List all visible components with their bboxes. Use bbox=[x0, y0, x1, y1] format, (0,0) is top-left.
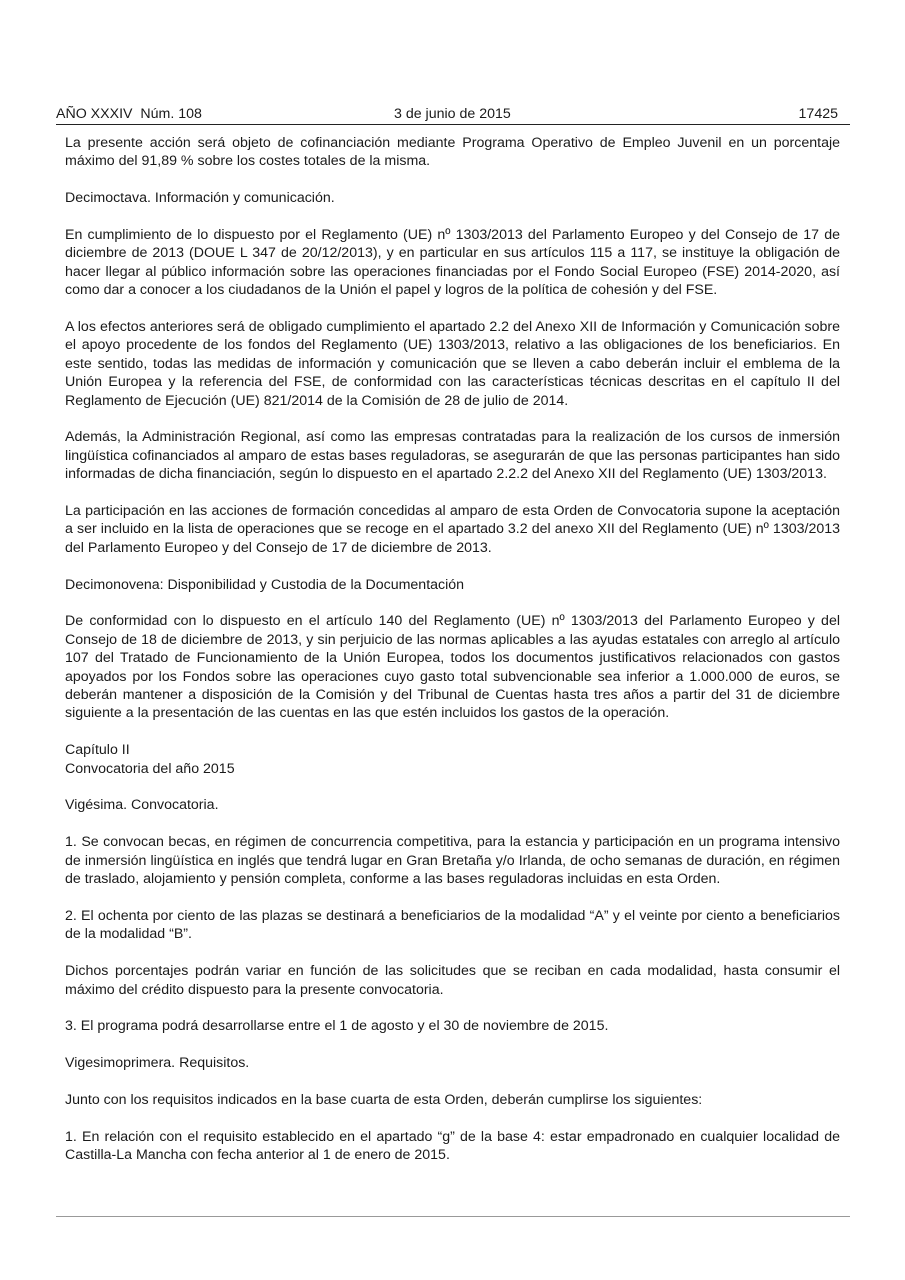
paragraph-requisitos: Junto con los requisitos indicados en la base cuarta de esta Orden, deberán cumplirse los siguientes: bbox=[65, 1091, 703, 1108]
paragraph-efectos: A los efectos anteriores será de obligado cumplimiento el apartado 2.2 del Anexo XII de Información y Comunicación sobre el apoyo procedente de los fondos del Reglamento (UE) 1303/2013, relativo a las obligaciones de los beneficiarios. En este sentido, todas las medidas de información y comunicación que se lleven a cabo deberán incluir el emblema de la Unión Europea y la referencia del FSE, de conformidad con las características técnicas descritas en el capítulo II del Reglamento de Ejecución (UE) 821/2014 de la Comisión de 28 de julio de 2014. bbox=[65, 319, 840, 409]
paragraph-item-1: 1. Se convocan becas, en régimen de concurrencia competitiva, para la estancia y participación en un programa intensivo de inmersión lingüística en inglés que tendrá lugar en Gran Bretaña y/o Irlanda, de ocho semanas de duración, en régimen de traslado, alojamiento y pensión completa, conforme a las bases reguladoras incluidas en esta Orden. bbox=[65, 834, 840, 888]
paragraph-administracion: Además, la Administración Regional, así como las empresas contratadas para la realización de los cursos de inmersión lingüística cofinanciados al amparo de estas bases reguladoras, se asegurarán de que las personas participantes han sido informadas de dicha financiación, según lo dispuesto en el apartado 2.2.2 del Anexo XII del Reglamento (UE) 1303/2013. bbox=[65, 429, 840, 483]
paragraph-requisito-1: 1. En relación con el requisito establecido en el apartado “g” de la base 4: estar empadronado en cualquier localidad de Castilla-La Mancha con fecha anterior al 1 de enero de 2015. bbox=[65, 1128, 840, 1164]
paragraph-item-3: 3. El programa podrá desarrollarse entre el 1 de agosto y el 30 de noviembre de 2015. bbox=[65, 1018, 609, 1035]
page-number: 17425 bbox=[798, 106, 838, 122]
paragraph-porcentajes: Dichos porcentajes podrán variar en función de las solicitudes que se reciban en cada modalidad, hasta consumir el máximo del crédito dispuesto para la presente convocatoria. bbox=[65, 963, 840, 998]
paragraph-item-2: 2. El ochenta por ciento de las plazas se destinará a beneficiarios de la modalidad “A” y el veinte por ciento a beneficiarios de la modalidad “B”. bbox=[65, 907, 840, 943]
document-body bbox=[65, 134, 840, 1183]
heading-convocatoria-2015: Convocatoria del año 2015 bbox=[65, 760, 235, 777]
paragraph-reglamento: En cumplimiento de lo dispuesto por el Reglamento (UE) nº 1303/2013 del Parlamento Europeo y del Consejo de 17 de diciembre de 2013 (DOUE L 347 de 20/12/2013), y en particular en sus artículos 115 a 117, se instituye la obligación de hacer llegar al público información sobre las operaciones financiadas por el Fondo Social Europeo (FSE) 2014-2020, así como dar a conocer a los ciudadanos de la Unión el papel y logros de la política de cohesión y del FSE. bbox=[65, 227, 840, 299]
heading-decimoctava: Decimoctava. Información y comunicación. bbox=[65, 190, 335, 207]
heading-vigesimoprimera: Vigesimoprimera. Requisitos. bbox=[65, 1055, 250, 1072]
heading-capitulo: Capítulo II bbox=[65, 742, 130, 759]
heading-vigesima: Vigésima. Convocatoria. bbox=[65, 797, 219, 814]
heading-decimonovena: Decimonovena: Disponibilidad y Custodia de la Documentación bbox=[65, 576, 465, 593]
paragraph-participacion: La participación en las acciones de formación concedidas al amparo de esta Orden de Convocatoria supone la aceptación a ser incluido en la lista de operaciones que se recoge en el apartado 3.2 del anexo XII del Reglamento (UE) nº 1303/2013 del Parlamento Europeo y del Consejo de 17 de diciembre de 2013. bbox=[65, 503, 840, 556]
paragraph-cofinanciacion: La presente acción será objeto de cofinanciación mediante Programa Operativo de Empleo Juvenil en un porcentaje máximo del 91,89 % sobre los costes totales de la misma. bbox=[65, 135, 840, 170]
publication-date: 3 de junio de 2015 bbox=[394, 106, 511, 122]
footer-divider bbox=[56, 1216, 850, 1217]
paragraph-conformidad: De conformidad con lo dispuesto en el artículo 140 del Reglamento (UE) nº 1303/2013 del Parlamento Europeo y del Consejo de 18 de diciembre de 2013, y sin perjuicio de las normas aplicables a las ayudas estatales con arreglo al artículo 107 del Tratado de Funcionamiento de la Unión Europea, todos los documentos justificativos relacionados con gastos apoyados por los Fondos sobre las operaciones cuyo gasto total subvencionable sea inferior a 1.000.000 de euros, se deberán mantener a disposición de la Comisión y del Tribunal de Cuentas hasta tres años a partir del 31 de diciembre siguiente a la presentación de las cuentas en las que estén incluidos los gastos de la operación. bbox=[65, 613, 840, 722]
issue-number: AÑO XXXIV Núm. 108 bbox=[56, 106, 202, 122]
page-header bbox=[56, 104, 850, 125]
